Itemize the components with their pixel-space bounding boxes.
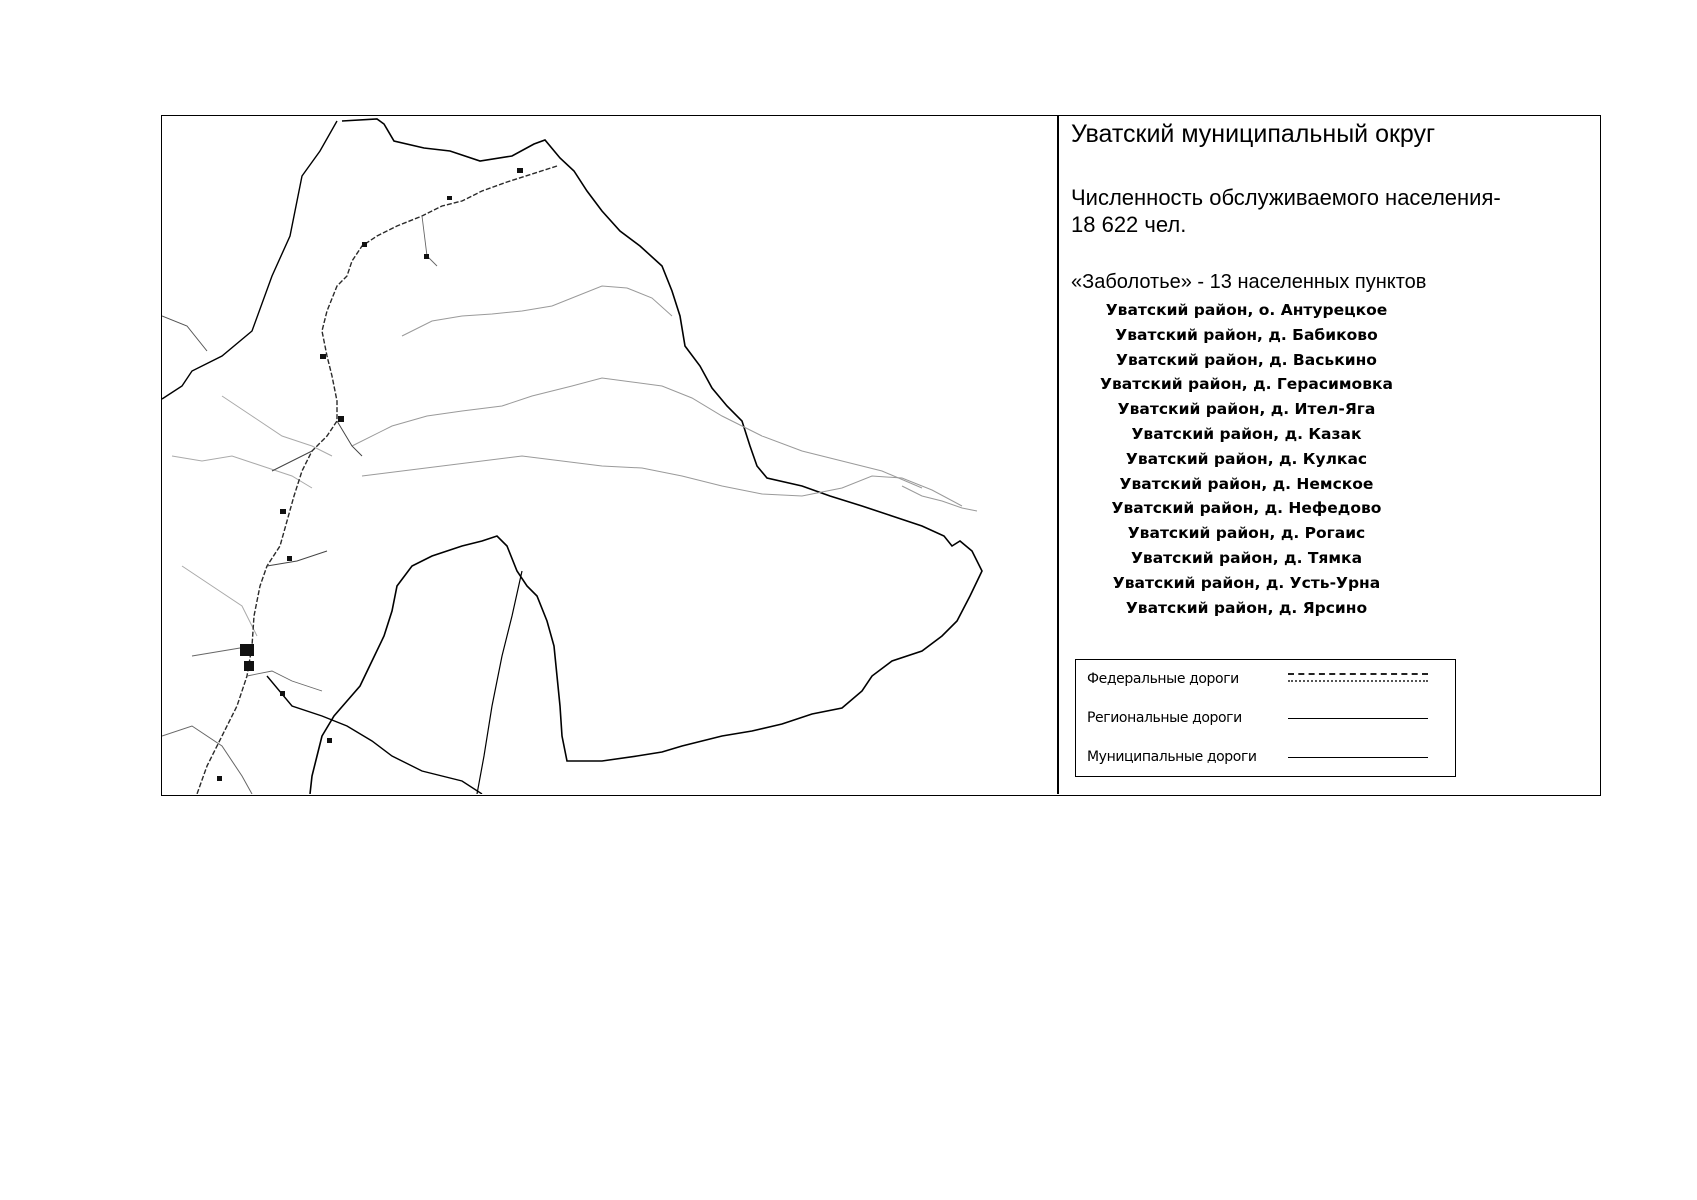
legend-row-federal [1076,667,1455,691]
settlement-list [1059,298,1434,620]
river-south [362,456,962,506]
settlement-item: Уватский район, д. Ител-Яга [1117,400,1376,419]
river-east [902,486,977,511]
settlement-item: Уватский район, д. Немское [1119,474,1374,493]
neighbor-boundary-south [267,676,482,794]
settlement-item: Уватский район, о. Антурецкое [1105,301,1388,319]
neighbor-boundary-northwest [162,316,207,351]
population-label: Численность обслуживаемого населения- [1071,185,1501,210]
settlement-marker [217,776,222,781]
settlement-marker [240,644,254,656]
road-municipal [192,216,437,691]
settlement-marker [280,691,285,696]
legend-row-municipal [1076,745,1455,769]
settlement-marker [280,509,286,514]
neighbor-boundary-west [162,121,337,399]
district-map [162,116,1057,794]
river-west [172,456,312,488]
population-text [1071,184,1571,238]
river-southwest [182,566,257,636]
settlement-marker [517,168,523,173]
settlement-item: Уватский район, д. Казак [1131,424,1362,443]
settlement-item: Уватский район, д. Тямка [1130,548,1363,567]
regional-road-symbol [1288,718,1428,719]
settlement-marker [338,416,344,422]
neighbor-boundary-southwest [162,726,252,794]
info-panel [1059,116,1600,795]
settlement-item: Уватский район, д. Герасимовка [1100,375,1393,394]
municipal-road-symbol [1288,757,1428,758]
legend-federal-label: Федеральные дороги [1087,671,1239,687]
river-main [352,378,922,488]
legend-row-regional [1076,706,1455,730]
legend-municipal-label: Муниципальные дороги [1087,749,1257,765]
settlement-item: Уватский район, д. Бабиково [1115,325,1378,344]
legend-regional-label: Региональные дороги [1087,710,1242,726]
settlement-item: Уватский район, д. Кулкас [1125,449,1368,468]
river-north [402,286,672,336]
road-regional [267,421,362,566]
settlement-marker [447,196,452,200]
map-legend [1075,659,1456,777]
road-federal [197,166,557,794]
settlement-item: Уватский район, д. Рогаис [1127,524,1366,543]
settlement-marker [424,254,429,259]
settlement-marker [244,661,254,671]
federal-road-symbol [1288,673,1428,682]
settlement-item: Уватский район, д. Усть-Урна [1112,573,1381,592]
neighbor-boundary-south-2 [477,571,522,794]
settlement-marker [320,354,326,359]
settlement-group-title: «Заболотье» - 13 населенных пунктов [1071,271,1427,293]
settlement-marker [327,738,332,743]
river-northwest [222,396,332,456]
map-area[interactable] [162,116,1057,794]
settlement-marker [287,556,292,561]
settlement-item: Уватский район, д. Ярсино [1125,598,1368,617]
settlement-item: Уватский район, д. Васькино [1116,350,1377,369]
district-title: Уватский муниципальный округ [1071,120,1436,148]
population-value: 18 622 чел. [1071,212,1187,237]
settlement-marker [362,242,367,247]
map-frame [161,115,1601,796]
settlement-item: Уватский район, д. Нефедово [1111,499,1382,518]
